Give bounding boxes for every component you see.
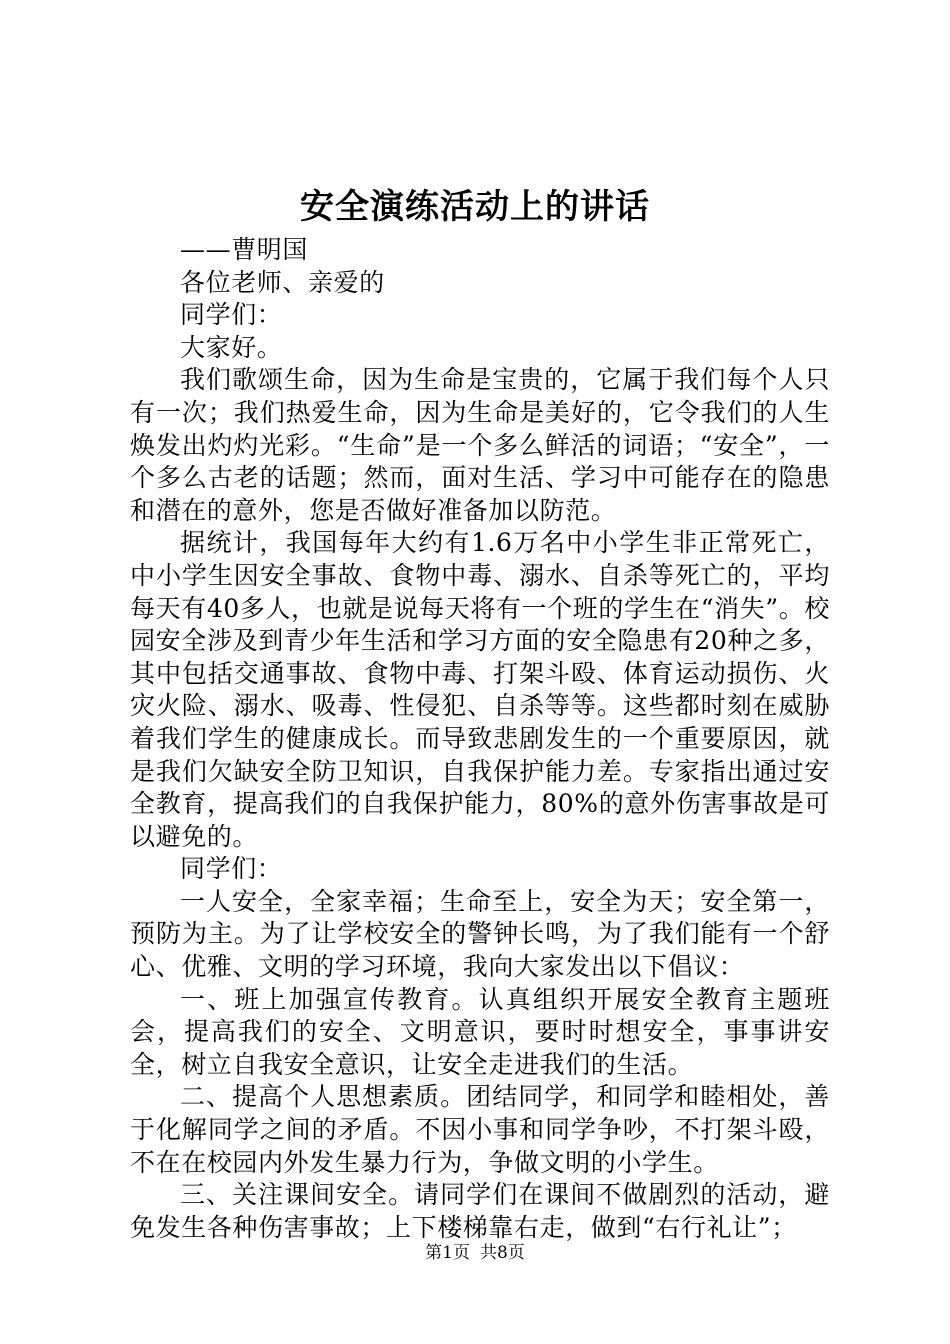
paragraph: 同学们：: [180, 854, 283, 884]
page-total: 共8页: [480, 1243, 525, 1263]
paragraph: 各位老师、亲爱的: [180, 267, 385, 297]
page-number: 第1页: [425, 1243, 470, 1263]
page-footer: [0, 1242, 950, 1264]
paragraph: 大家好。: [180, 332, 283, 362]
paragraph: 同学们：: [180, 300, 283, 330]
document-title: 安全演练活动上的讲话: [300, 187, 650, 227]
document-body: [130, 234, 830, 1244]
paragraph: 一、班上加强宣传教育。认真组织开展安全教育主题班会，提高我们的安全、文明意识，要时时想安全，事事讲安全，树立自我安全意识，让安全走进我们的生活。: [130, 984, 830, 1079]
paragraph: 我们歌颂生命，因为生命是宝贵的，它属于我们每个人只有一次；我们热爱生命，因为生命是美好的，它令我们的人生焕发出灼灼光彩。“生命”是一个多么鲜活的词语；“安全”，一个多么古老的话题；然而，面对生活、学习中可能存在的隐患和潜在的意外，您是否做好准备加以防范。: [130, 365, 830, 525]
paragraph: 三、关注课间安全。请同学们在课间不做剧烈的活动，避免发生各种伤害事故；上下楼梯靠右走，做到“右行礼让”；: [130, 1180, 830, 1242]
paragraph: 二、提高个人思想素质。团结同学，和同学和睦相处，善于化解同学之间的矛盾。不因小事和同学争吵，不打架斗殴，不在在校园内外发生暴力行为，争做文明的小学生。: [130, 1082, 830, 1177]
author-line: ——曹明国: [180, 235, 309, 264]
paragraph: 一人安全，全家幸福；生命至上，安全为天；安全第一，预防为主。为了让学校安全的警钟长鸣，为了我们能有一个舒心、优雅、文明的学习环境，我向大家发出以下倡议：: [130, 886, 830, 982]
paragraph: 据统计，我国每年大约有1.6万名中小学生非正常死亡，中小学生因安全事故、食物中毒、溺水、自杀等死亡的，平均每天有40多人，也就是说每天将有一个班的学生在“消失”。校园安全涉及到青少年生活和学习方面的安全隐患有20种之多，其中包括交通事故、食物中毒、打架斗殴、体育运动损伤、火灾火险、溺水、吸毒、性侵犯、自杀等等。这些都时刻在威胁着我们学生的健康成长。而导致悲剧发生的一个重要原因，就是我们欠缺安全防卫知识，自我保护能力差。专家指出通过安全教育，提高我们的自我保护能力，80%的意外伤害事故是可以避免的。: [130, 528, 830, 851]
